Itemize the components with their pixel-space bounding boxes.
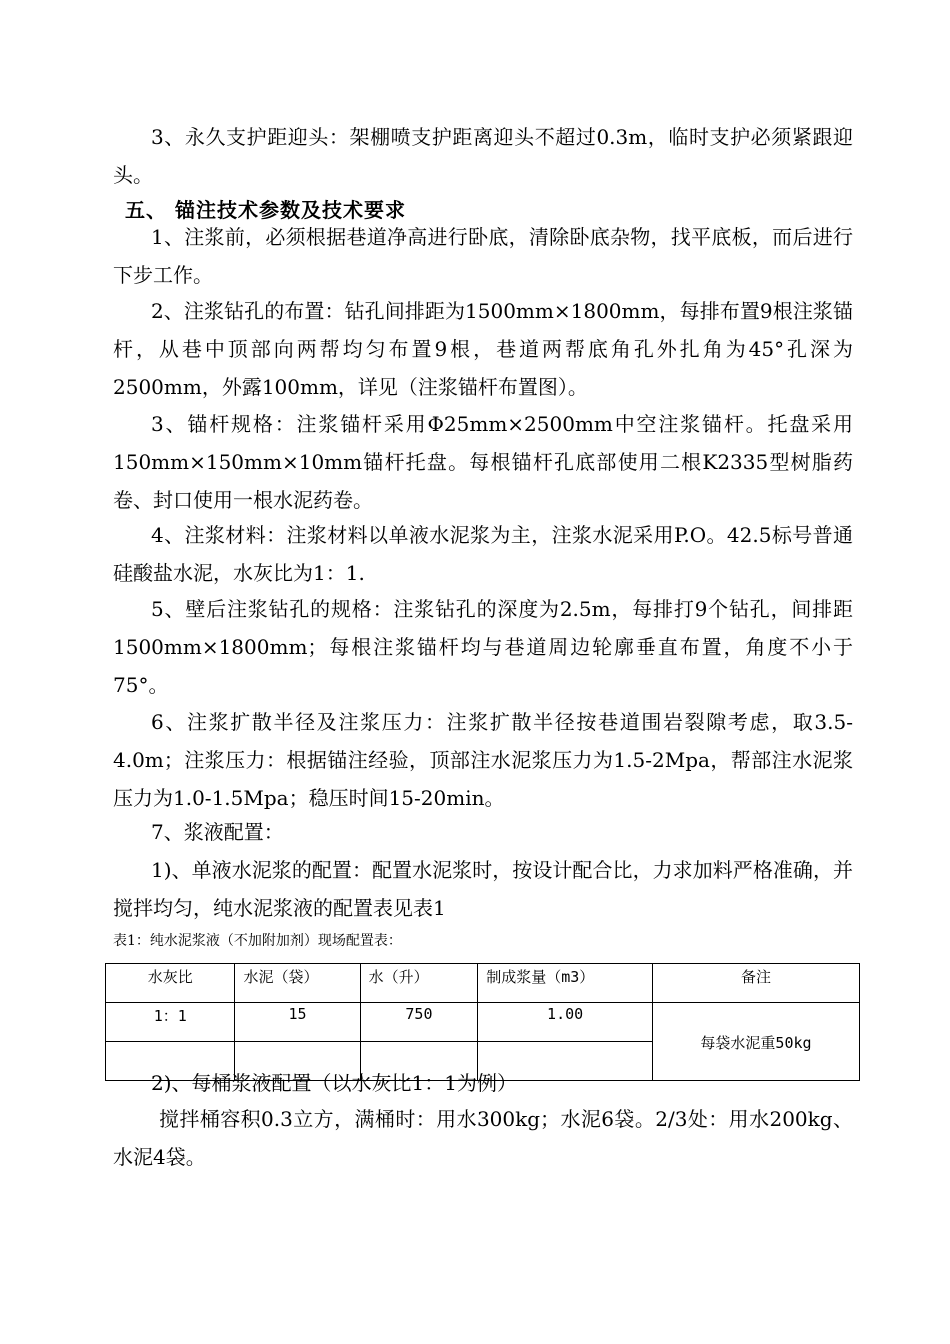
header-cell: 备注 (652, 964, 859, 1003)
paragraph-single-slurry: 1)、单液水泥浆的配置：配置水泥浆时，按设计配合比，力求加料严格准确，并搅拌均匀，纯水泥浆液的配置表见表1 (113, 858, 853, 920)
table-cell: 1.00 (478, 1003, 653, 1042)
table-cell: 1：1 (106, 1003, 235, 1042)
paragraph-permanent-support: 3、永久支护距迎头：架棚喷支护距离迎头不超过0.3m，临时支护必须紧跟迎头。 (113, 125, 853, 187)
header-cell: 水泥（袋） (235, 964, 360, 1003)
table-caption: 表1：纯水泥浆液（不加附加剂）现场配置表： (113, 933, 402, 949)
paragraph-bolt-spec: 3、锚杆规格：注浆锚杆采用Φ25mm×2500mm中空注浆锚杆。托盘采用150mm×150mm×10mm锚杆托盘。每根锚杆孔底部使用二根K2335型树脂药卷、封口使用一根水泥药卷。 (113, 412, 853, 512)
paragraph-grout-material: 4、注浆材料：注浆材料以单液水泥浆为主，注浆水泥采用P.O。42.5标号普通硅酸盐水泥，水灰比为1：1. (113, 523, 853, 585)
paragraph-bucket-detail: 搅拌桶容积0.3立方，满桶时：用水300kg；水泥6袋。2/3处：用水200kg、水泥4袋。 (113, 1107, 853, 1169)
table-cell: 15 (235, 1003, 360, 1042)
note-cell: 每袋水泥重50kg (652, 1003, 859, 1081)
table-header-row (106, 964, 860, 1003)
paragraph-slurry-config: 7、浆液配置： (151, 820, 284, 844)
paragraph-hole-spec: 5、壁后注浆钻孔的规格：注浆钻孔的深度为2.5m，每排打9个钻孔，间排距1500mm×1800mm；每根注浆锚杆均与巷道周边轮廓垂直布置，角度不小于75°。 (113, 597, 853, 697)
section-heading: 五、 锚注技术参数及技术要求 (125, 198, 406, 222)
header-cell: 水（升） (360, 964, 478, 1003)
paragraph-hole-layout: 2、注浆钻孔的布置：钻孔间排距为1500mm×1800mm，每排布置9根注浆锚杆，从巷中顶部向两帮均匀布置9根，巷道两帮底角孔外扎角为45°孔深为2500mm，外露100mm，详见（注浆锚杆布置图）。 (113, 299, 853, 399)
table-row (106, 1003, 860, 1042)
header-cell: 水灰比 (106, 964, 235, 1003)
header-cell: 制成浆量（m3） (478, 964, 653, 1003)
paragraph-pre-grouting: 1、注浆前，必须根据巷道净高进行卧底，清除卧底杂物，找平底板，而后进行下步工作。 (113, 225, 853, 287)
paragraph-bucket-config: 2)、每桶浆液配置（以水灰比1：1为例） (151, 1071, 517, 1095)
paragraph-pressure: 6、注浆扩散半径及注浆压力：注浆扩散半径按巷道围岩裂隙考虑，取3.5-4.0m；注浆压力：根据锚注经验，顶部注水泥浆压力为1.5-2Mpa，帮部注水泥浆压力为1.0-1.5Mpa；稳压时间15-20min。 (113, 710, 853, 810)
table-cell: 750 (360, 1003, 478, 1042)
